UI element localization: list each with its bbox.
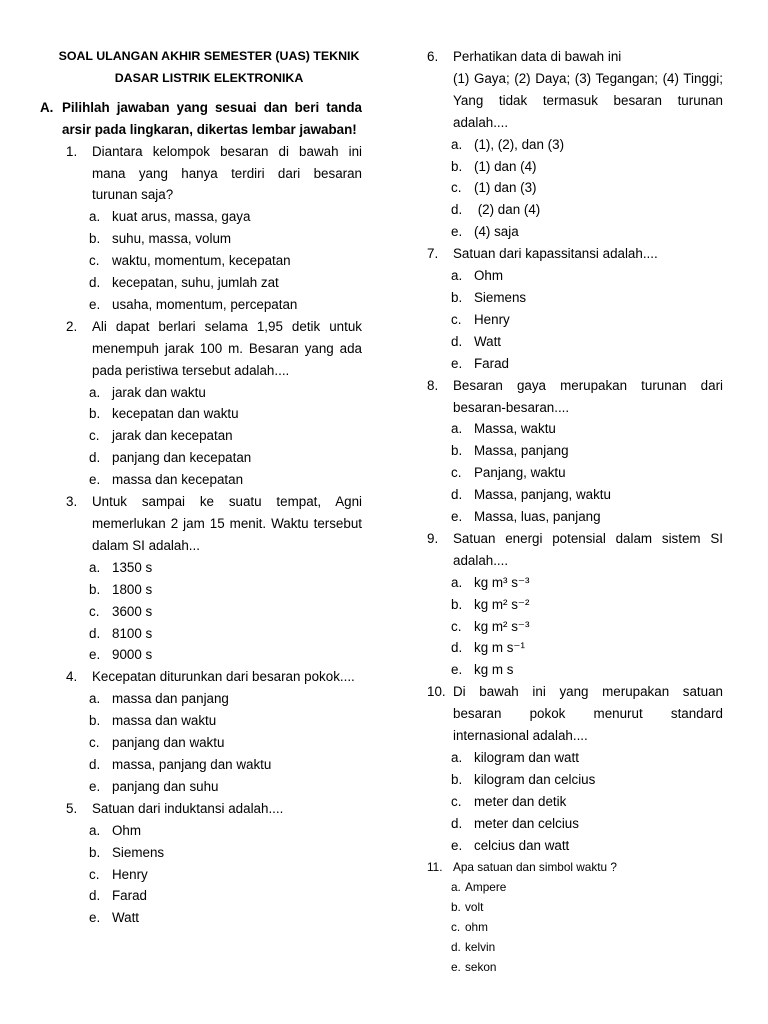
option-6c: c. (1) dan (3): [451, 180, 537, 196]
option-7c: c. Henry: [451, 311, 510, 327]
option-3a: a. 1350 s: [89, 559, 153, 575]
option-3d: d. 8100 s: [89, 625, 153, 641]
option-2d: d. panjang dan kecepatan: [89, 450, 252, 466]
option-2b: b. kecepatan dan waktu: [89, 406, 239, 422]
option-10a: a. kilogram dan watt: [451, 750, 579, 765]
question-text: Untuk sampai ke suatu tempat, Agni memerlukan 2 jam 15 menit. Waktu tersebut dalam SI adalah...: [92, 494, 362, 553]
option-7b: b. Siemens: [451, 289, 527, 305]
option-6a: a. (1), (2), dan (3): [451, 136, 565, 152]
question-2: [66, 316, 362, 491]
option-4a: a. massa dan panjang: [89, 691, 229, 707]
question-text: Satuan energi potensial dalam sistem SI adalah....: [453, 530, 723, 568]
question-9: [427, 528, 723, 681]
option-7e: e. Farad: [451, 355, 509, 371]
question-10: [427, 681, 723, 856]
question-text: Satuan dari kapassitansi adalah....: [453, 246, 658, 262]
question-text: Besaran gaya merupakan turunan dari besaran-besaran....: [453, 377, 723, 415]
left-column: [40, 46, 362, 929]
option-11c: c. ohm: [451, 919, 488, 934]
option-11a: a. Ampere: [451, 879, 507, 894]
option-9e: e. kg m s: [451, 662, 514, 678]
question-number: 11.: [427, 859, 443, 874]
question-3: [66, 491, 362, 666]
question-data-list: (1) Gaya; (2) Daya; (3) Tegangan; (4) Tinggi; Yang tidak termasuk besaran turunan adalah....: [453, 70, 723, 130]
option-7d: d. Watt: [451, 333, 502, 349]
question-number: 4.: [66, 669, 78, 685]
option-2e: e. massa dan kecepatan: [89, 472, 244, 488]
option-4d: d. massa, panjang dan waktu: [89, 756, 272, 772]
option-5c: c. Henry: [89, 866, 148, 882]
option-5e: e. Watt: [89, 910, 140, 926]
option-3e: e. 9000 s: [89, 647, 153, 663]
option-2a: a. jarak dan waktu: [89, 384, 206, 400]
question-text: Diantara kelompok besaran di bawah ini mana yang hanya terdiri dari besaran turunan saja?: [92, 143, 362, 203]
option-6b: b. (1) dan (4): [451, 158, 537, 174]
question-number: 5.: [66, 800, 78, 816]
title-line-2: DASAR LISTRIK ELEKTRONIKA: [114, 70, 304, 85]
question-6: [427, 46, 723, 243]
question-number: 9.: [427, 530, 439, 546]
option-8e: e. Massa, luas, panjang: [451, 509, 601, 525]
question-list-left: [40, 141, 362, 930]
option-3b: b. 1800 s: [89, 581, 153, 597]
option-10b: b. kilogram dan celcius: [451, 771, 596, 787]
option-4c: c. panjang dan waktu: [89, 735, 225, 751]
option-1a: a. kuat arus, massa, gaya: [89, 209, 251, 225]
option-5a: a. Ohm: [89, 822, 142, 838]
option-8d: d. Massa, panjang, waktu: [451, 487, 611, 503]
option-3c: c. 3600 s: [89, 603, 153, 619]
question-1: [66, 141, 362, 316]
question-7: [427, 243, 723, 374]
option-1c: c. waktu, momentum, kecepatan: [89, 253, 291, 269]
option-1d: d. kecepatan, suhu, jumlah zat: [89, 275, 279, 291]
question-number: 2.: [66, 318, 78, 334]
option-9d: d. kg m s⁻¹: [451, 640, 525, 656]
question-text: Perhatikan data di bawah ini (1) Gaya; (2) Daya; (3) Tegangan; (4) Tinggi; Yang tidak termasuk besaran turunan adalah....: [453, 49, 723, 130]
question-number: 6.: [427, 49, 439, 64]
question-5: [66, 798, 362, 929]
question-number: 8.: [427, 377, 439, 393]
section-instruction: [40, 97, 362, 141]
option-10c: c. meter dan detik: [451, 793, 567, 809]
question-4: [66, 666, 362, 797]
question-text: Apa satuan dan simbol waktu ?: [453, 859, 617, 874]
option-4b: b. massa dan waktu: [89, 713, 217, 729]
question-number: 10.: [427, 684, 446, 700]
right-column: [427, 46, 723, 977]
option-8c: c. Panjang, waktu: [451, 465, 566, 481]
option-7a: a. Ohm: [451, 268, 504, 284]
option-10e: e. celcius dan watt: [451, 837, 570, 853]
question-text: Ali dapat berlari selama 1,95 detik untuk menempuh jarak 100 m. Besaran yang ada pada peristiwa tersebut adalah....: [92, 318, 362, 378]
option-5b: b. Siemens: [89, 844, 165, 860]
option-8b: b. Massa, panjang: [451, 443, 569, 459]
question-11: [427, 857, 723, 977]
document-title: [40, 46, 362, 90]
question-text: Di bawah ini yang merupakan satuan besaran pokok menurut standard internasional adalah....: [453, 684, 723, 744]
option-11d: d. kelvin: [451, 939, 496, 954]
option-10d: d. meter dan celcius: [451, 815, 579, 831]
question-8: [427, 375, 723, 528]
option-6e: e. (4) saja: [451, 224, 519, 240]
option-8a: a. Massa, waktu: [451, 421, 556, 437]
option-4e: e. panjang dan suhu: [89, 778, 219, 794]
question-number: 3.: [66, 494, 78, 510]
question-number: 7.: [427, 246, 439, 262]
question-text: Satuan dari induktansi adalah....: [92, 800, 284, 816]
question-number: 1.: [66, 143, 78, 159]
option-9a: a. kg m³ s⁻³: [451, 574, 530, 590]
option-2c: c. jarak dan kecepatan: [89, 428, 233, 444]
instruction-text: Pilihlah jawaban yang sesuai dan beri tanda arsir pada lingkaran, dikertas lembar jawaban!: [62, 99, 362, 137]
option-11b: b. volt: [451, 899, 484, 914]
option-9c: c. kg m² s⁻³: [451, 618, 530, 634]
option-6d: d. (2) dan (4): [451, 202, 541, 218]
option-1e: e. usaha, momentum, percepatan: [89, 296, 298, 312]
option-5d: d. Farad: [89, 888, 147, 904]
title-line-1: SOAL ULANGAN AKHIR SEMESTER (UAS) TEKNIK: [58, 49, 360, 63]
question-text: Kecepatan diturunkan dari besaran pokok....: [92, 669, 355, 685]
option-11e: e. sekon: [451, 959, 497, 974]
option-1b: b. suhu, massa, volum: [89, 231, 232, 247]
option-9b: b. kg m² s⁻²: [451, 596, 530, 612]
section-label: A.: [40, 99, 54, 115]
